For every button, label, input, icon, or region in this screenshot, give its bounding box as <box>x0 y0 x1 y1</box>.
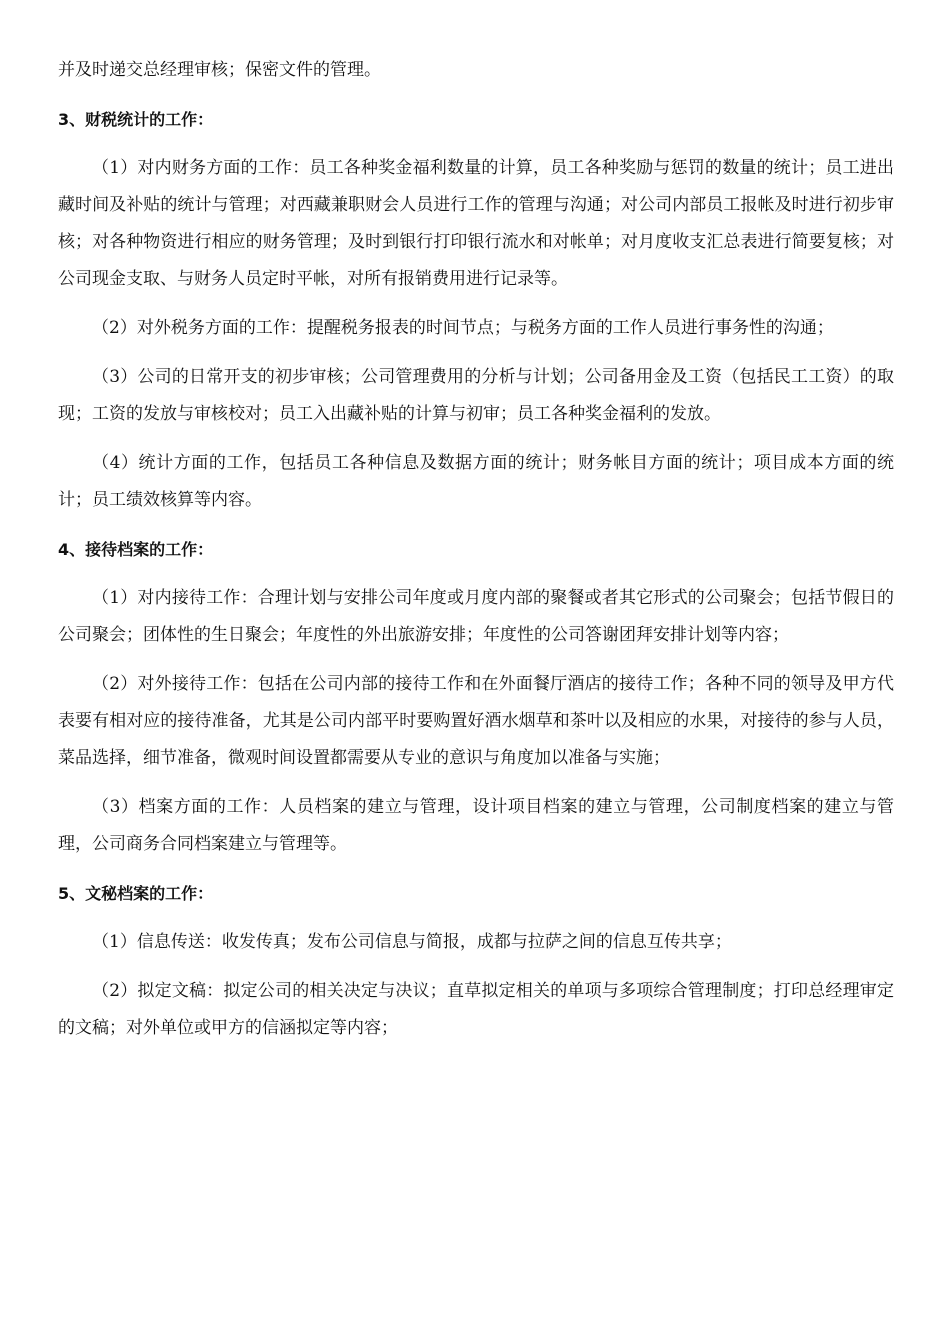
document-page <box>58 52 894 1047</box>
section-heading-5: 5、文秘档案的工作： <box>58 884 214 903</box>
section-heading-3: 3、财税统计的工作： <box>58 110 214 129</box>
paragraph-3-2: （2）对外税务方面的工作：提醒税务报表的时间节点；与税务方面的工作人员进行事务性的沟通； <box>92 318 834 338</box>
paragraph-3-1: （1）对内财务方面的工作：员工各种奖金福利数量的计算，员工各种奖励与惩罚的数量的统计；员工进出藏时间及补贴的统计与管理；对西藏兼职财会人员进行工作的管理与沟通；对公司内部员工报帐及时进行初步审核；对各种物资进行相应的财务管理；及时到银行打印银行流水和对帐单；对月度收支汇总表进行简要复核；对公司现金支取、与财务人员定时平帐，对所有报销费用进行记录等。 <box>58 158 894 289</box>
paragraph-5-2: （2）拟定文稿：拟定公司的相关决定与决议；直草拟定相关的单项与多项综合管理制度；打印总经理审定的文稿；对外单位或甲方的信涵拟定等内容； <box>58 981 894 1038</box>
paragraph-4-3: （3）档案方面的工作：人员档案的建立与管理，设计项目档案的建立与管理，公司制度档案的建立与管理，公司商务合同档案建立与管理等。 <box>58 797 894 854</box>
paragraph-3-4: （4）统计方面的工作，包括员工各种信息及数据方面的统计；财务帐目方面的统计；项目成本方面的统计；员工绩效核算等内容。 <box>58 453 894 510</box>
paragraph-4-1: （1）对内接待工作：合理计划与安排公司年度或月度内部的聚餐或者其它形式的公司聚会；包括节假日的公司聚会；团体性的生日聚会；年度性的外出旅游安排；年度性的公司答谢团拜安排计划等内容； <box>58 588 894 645</box>
paragraph-continuation: 并及时递交总经理审核；保密文件的管理。 <box>58 60 381 80</box>
section-heading-4: 4、接待档案的工作： <box>58 540 214 559</box>
paragraph-5-1: （1）信息传送：收发传真；发布公司信息与简报，成都与拉萨之间的信息互传共享； <box>92 932 732 952</box>
paragraph-4-2: （2）对外接待工作：包括在公司内部的接待工作和在外面餐厅酒店的接待工作；各种不同的领导及甲方代表要有相对应的接待准备，尤其是公司内部平时要购置好酒水烟草和茶叶以及相应的水果，对接待的参与人员，菜品选择，细节准备，微观时间设置都需要从专业的意识与角度加以准备与实施； <box>58 674 894 768</box>
paragraph-3-3: （3）公司的日常开支的初步审核；公司管理费用的分析与计划；公司备用金及工资（包括民工工资）的取现；工资的发放与审核校对；员工入出藏补贴的计算与初审；员工各种奖金福利的发放。 <box>58 367 894 424</box>
